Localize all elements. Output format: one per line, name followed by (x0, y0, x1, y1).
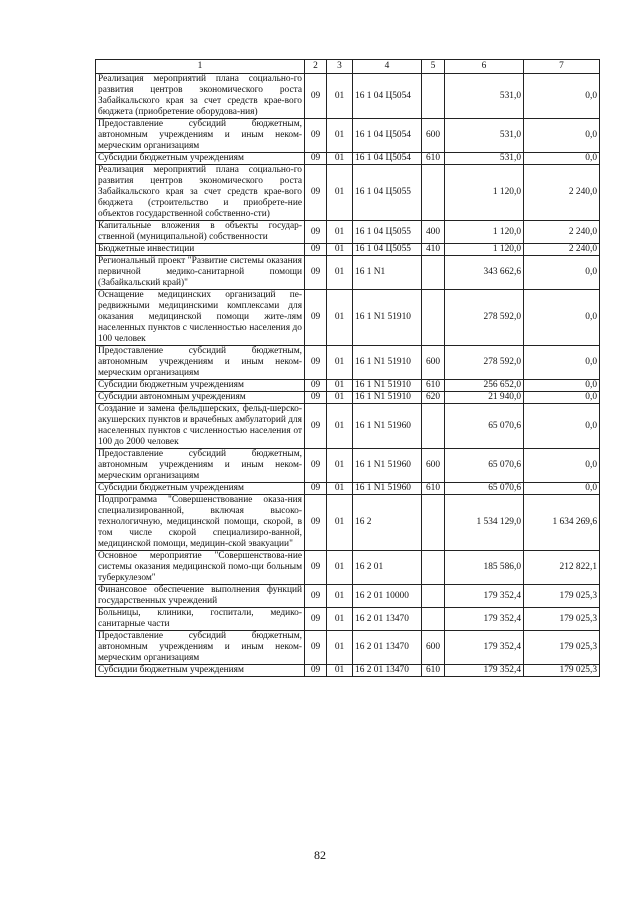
subsection-code: 01 (327, 346, 353, 380)
row-description: Субсидии автономным учреждениям (96, 392, 305, 404)
amount-year-1: 1 120,0 (445, 244, 524, 256)
target-article-code: 16 2 01 13470 (353, 631, 422, 665)
table-row (96, 608, 600, 631)
target-article-code: 16 1 N1 51960 (353, 483, 422, 495)
table-row (96, 165, 600, 221)
expense-type-code: 400 (422, 221, 445, 244)
row-description: Предоставление субсидий бюджетным, автономным учреждениям и иным неком-мерческим организациям (96, 449, 305, 483)
target-article-code: 16 2 01 13470 (353, 665, 422, 677)
expense-type-code (422, 404, 445, 449)
table-row (96, 256, 600, 290)
table-body (96, 74, 600, 677)
row-description: Реализация мероприятий плана социально-го развития центров экономического роста Забайкальского края за счет средств крае-вого бюджета (приобретение оборудова-ния) (96, 74, 305, 119)
row-description: Бюджетные инвестиции (96, 244, 305, 256)
section-code: 09 (305, 290, 327, 346)
subsection-code: 01 (327, 495, 353, 551)
header-col-2: 2 (305, 60, 327, 74)
subsection-code: 01 (327, 74, 353, 119)
section-code: 09 (305, 404, 327, 449)
amount-year-1: 1 534 129,0 (445, 495, 524, 551)
expense-type-code: 410 (422, 244, 445, 256)
target-article-code: 16 1 N1 (353, 256, 422, 290)
subsection-code: 01 (327, 153, 353, 165)
subsection-code: 01 (327, 244, 353, 256)
row-description: Оснащение медицинских организаций пе-редвижными медицинскими комплексами для оказания медицинской помощи жите-лям населенных пунктов с численностью населения до 100 человек (96, 290, 305, 346)
table-row (96, 346, 600, 380)
row-description: Субсидии бюджетным учреждениям (96, 665, 305, 677)
subsection-code: 01 (327, 631, 353, 665)
amount-year-2: 0,0 (524, 74, 600, 119)
subsection-code: 01 (327, 551, 353, 585)
table-row (96, 153, 600, 165)
row-description: Основное мероприятие "Совершенствова-ние системы оказания медицинской помо-щи больным туберкулезом" (96, 551, 305, 585)
expense-type-code (422, 256, 445, 290)
subsection-code: 01 (327, 256, 353, 290)
section-code: 09 (305, 346, 327, 380)
amount-year-2: 0,0 (524, 290, 600, 346)
table-row (96, 74, 600, 119)
expense-type-code: 620 (422, 392, 445, 404)
table-row (96, 380, 600, 392)
subsection-code: 01 (327, 449, 353, 483)
row-description: Больницы, клиники, госпитали, медико-санитарные части (96, 608, 305, 631)
section-code: 09 (305, 380, 327, 392)
section-code: 09 (305, 665, 327, 677)
table-row (96, 290, 600, 346)
amount-year-2: 0,0 (524, 449, 600, 483)
row-description: Предоставление субсидий бюджетным, автономным учреждениям и иным неком-мерческим организациям (96, 631, 305, 665)
target-article-code: 16 1 N1 51910 (353, 346, 422, 380)
target-article-code: 16 1 04 Ц5055 (353, 244, 422, 256)
amount-year-2: 0,0 (524, 346, 600, 380)
row-description: Субсидии бюджетным учреждениям (96, 153, 305, 165)
header-col-5: 5 (422, 60, 445, 74)
amount-year-1: 278 592,0 (445, 290, 524, 346)
expense-type-code (422, 551, 445, 585)
target-article-code: 16 1 04 Ц5054 (353, 74, 422, 119)
page-number: 82 (314, 848, 326, 862)
section-code: 09 (305, 551, 327, 585)
expense-type-code (422, 495, 445, 551)
table-row (96, 665, 600, 677)
target-article-code: 16 1 N1 51910 (353, 290, 422, 346)
section-code: 09 (305, 392, 327, 404)
target-article-code: 16 1 N1 51960 (353, 449, 422, 483)
amount-year-2: 179 025,3 (524, 585, 600, 608)
section-code: 09 (305, 74, 327, 119)
target-article-code: 16 1 N1 51910 (353, 392, 422, 404)
section-code: 09 (305, 483, 327, 495)
row-description: Подпрограмма "Совершенствование оказа-ния специализированной, включая высоко-технологичную, медицинской помощи, скорой, в том числе скорой специализиро-ванной, медицинской помощи, медицин-ской эвакуации" (96, 495, 305, 551)
amount-year-2: 212 822,1 (524, 551, 600, 585)
row-description: Капитальные вложения в объекты государ-ственной (муниципальной) собственности (96, 221, 305, 244)
header-col-7: 7 (524, 60, 600, 74)
expense-type-code (422, 165, 445, 221)
amount-year-1: 179 352,4 (445, 585, 524, 608)
expense-type-code: 600 (422, 119, 445, 153)
expense-type-code: 600 (422, 631, 445, 665)
amount-year-2: 0,0 (524, 392, 600, 404)
target-article-code: 16 2 (353, 495, 422, 551)
amount-year-1: 179 352,4 (445, 665, 524, 677)
row-description: Субсидии бюджетным учреждениям (96, 483, 305, 495)
table-row (96, 392, 600, 404)
header-row (96, 60, 600, 74)
row-description: Создание и замена фельдшерских, фельд-шерско-акушерских пунктов и врачебных амбулаторий для населенных пунктов с численностью населения от 100 до 2000 человек (96, 404, 305, 449)
subsection-code: 01 (327, 483, 353, 495)
row-description: Реализация мероприятий плана социально-го развития центров экономического роста Забайкальского края за счет средств крае-вого бюджета (строительство и приобрете-ние объектов государственной собственно-сти) (96, 165, 305, 221)
target-article-code: 16 1 04 Ц5055 (353, 221, 422, 244)
row-description: Субсидии бюджетным учреждениям (96, 380, 305, 392)
table-row (96, 551, 600, 585)
expense-type-code (422, 290, 445, 346)
amount-year-1: 278 592,0 (445, 346, 524, 380)
amount-year-1: 179 352,4 (445, 608, 524, 631)
subsection-code: 01 (327, 221, 353, 244)
amount-year-1: 1 120,0 (445, 221, 524, 244)
subsection-code: 01 (327, 380, 353, 392)
amount-year-2: 0,0 (524, 380, 600, 392)
table-header (96, 60, 600, 74)
target-article-code: 16 1 04 Ц5054 (353, 119, 422, 153)
section-code: 09 (305, 221, 327, 244)
section-code: 09 (305, 495, 327, 551)
expense-type-code (422, 608, 445, 631)
section-code: 09 (305, 165, 327, 221)
section-code: 09 (305, 244, 327, 256)
expense-type-code (422, 585, 445, 608)
table-row (96, 483, 600, 495)
amount-year-1: 185 586,0 (445, 551, 524, 585)
subsection-code: 01 (327, 608, 353, 631)
section-code: 09 (305, 449, 327, 483)
row-description: Региональный проект "Развитие системы оказания первичной медико-санитарной помощи (Забайкальский край)" (96, 256, 305, 290)
amount-year-2: 179 025,3 (524, 631, 600, 665)
amount-year-2: 0,0 (524, 404, 600, 449)
amount-year-2: 2 240,0 (524, 221, 600, 244)
header-col-4: 4 (353, 60, 422, 74)
subsection-code: 01 (327, 290, 353, 346)
expense-type-code: 610 (422, 483, 445, 495)
table-row (96, 404, 600, 449)
amount-year-2: 179 025,3 (524, 665, 600, 677)
section-code: 09 (305, 153, 327, 165)
table-row (96, 631, 600, 665)
section-code: 09 (305, 631, 327, 665)
table-row (96, 244, 600, 256)
amount-year-1: 531,0 (445, 119, 524, 153)
amount-year-2: 0,0 (524, 256, 600, 290)
target-article-code: 16 2 01 (353, 551, 422, 585)
amount-year-1: 65 070,6 (445, 449, 524, 483)
subsection-code: 01 (327, 119, 353, 153)
table-row (96, 495, 600, 551)
amount-year-2: 179 025,3 (524, 608, 600, 631)
target-article-code: 16 2 01 10000 (353, 585, 422, 608)
row-description: Предоставление субсидий бюджетным, автономным учреждениям и иным неком-мерческим организациям (96, 119, 305, 153)
amount-year-1: 21 940,0 (445, 392, 524, 404)
expense-type-code (422, 74, 445, 119)
table-row (96, 449, 600, 483)
expense-type-code: 600 (422, 346, 445, 380)
amount-year-1: 1 120,0 (445, 165, 524, 221)
target-article-code: 16 1 04 Ц5055 (353, 165, 422, 221)
amount-year-2: 2 240,0 (524, 165, 600, 221)
amount-year-1: 343 662,6 (445, 256, 524, 290)
amount-year-2: 2 240,0 (524, 244, 600, 256)
amount-year-1: 65 070,6 (445, 483, 524, 495)
expense-type-code: 600 (422, 449, 445, 483)
amount-year-2: 0,0 (524, 153, 600, 165)
amount-year-2: 0,0 (524, 119, 600, 153)
subsection-code: 01 (327, 392, 353, 404)
amount-year-2: 0,0 (524, 483, 600, 495)
target-article-code: 16 1 N1 51910 (353, 380, 422, 392)
target-article-code: 16 1 04 Ц5054 (353, 153, 422, 165)
header-col-1: 1 (96, 60, 305, 74)
amount-year-1: 65 070,6 (445, 404, 524, 449)
section-code: 09 (305, 608, 327, 631)
expense-type-code: 610 (422, 153, 445, 165)
row-description: Финансовое обеспечение выполнения функций государственных учреждений (96, 585, 305, 608)
subsection-code: 01 (327, 404, 353, 449)
expense-type-code: 610 (422, 665, 445, 677)
section-code: 09 (305, 256, 327, 290)
target-article-code: 16 1 N1 51960 (353, 404, 422, 449)
subsection-code: 01 (327, 585, 353, 608)
amount-year-2: 1 634 269,6 (524, 495, 600, 551)
expense-type-code: 610 (422, 380, 445, 392)
table-row (96, 585, 600, 608)
table-row (96, 221, 600, 244)
target-article-code: 16 2 01 13470 (353, 608, 422, 631)
header-col-6: 6 (445, 60, 524, 74)
amount-year-1: 179 352,4 (445, 631, 524, 665)
subsection-code: 01 (327, 665, 353, 677)
table-row (96, 119, 600, 153)
amount-year-1: 531,0 (445, 153, 524, 165)
section-code: 09 (305, 585, 327, 608)
section-code: 09 (305, 119, 327, 153)
row-description: Предоставление субсидий бюджетным, автономным учреждениям и иным неком-мерческим организациям (96, 346, 305, 380)
amount-year-1: 256 652,0 (445, 380, 524, 392)
header-col-3: 3 (327, 60, 353, 74)
budget-table (95, 59, 600, 677)
subsection-code: 01 (327, 165, 353, 221)
amount-year-1: 531,0 (445, 74, 524, 119)
